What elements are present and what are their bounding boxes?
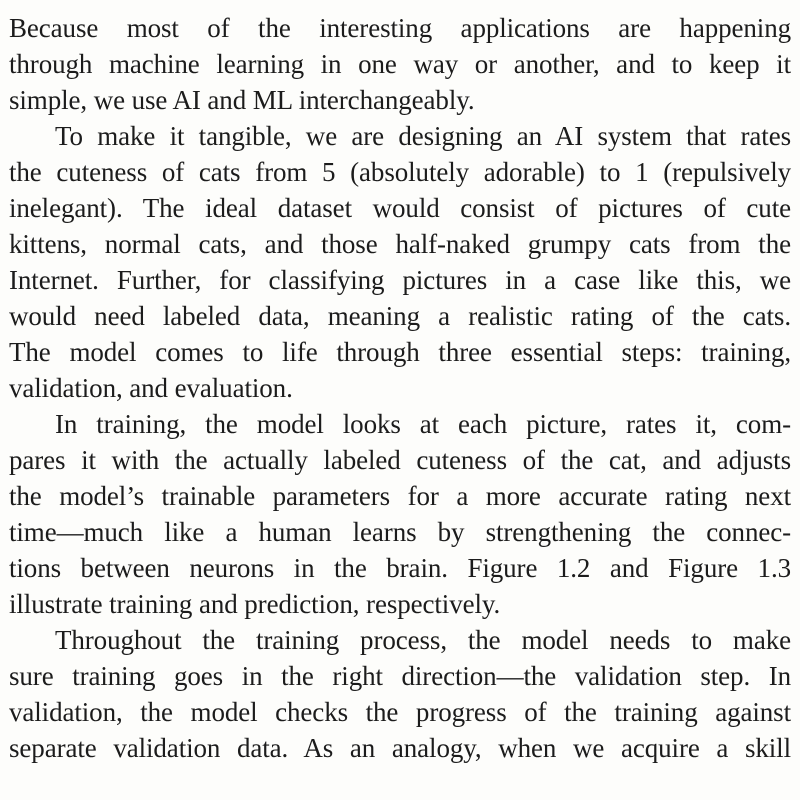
- text-line: time—much like a human learns by strengthening the connec-: [9, 517, 791, 547]
- text-line: sure training goes in the right direction—the validation step. In: [9, 661, 791, 691]
- text-line: through machine learning in one way or another, and to keep it: [9, 49, 791, 79]
- text-line: inelegant). The ideal dataset would consist of pictures of cute: [9, 193, 791, 223]
- text-line: would need labeled data, meaning a realistic rating of the cats.: [9, 301, 791, 331]
- text-line: simple, we use AI and ML interchangeably.: [9, 85, 475, 115]
- text-line: Because most of the interesting applications are happening: [9, 13, 791, 43]
- text-line: In training, the model looks at each picture, rates it, com-: [55, 409, 791, 439]
- text-line: validation, and evaluation.: [9, 373, 293, 403]
- text-line: Throughout the training process, the model needs to make: [55, 625, 791, 655]
- text-line: The model comes to life through three essential steps: training,: [9, 337, 791, 367]
- text-line: pares it with the actually labeled cuteness of the cat, and adjusts: [9, 445, 791, 475]
- text-line: illustrate training and prediction, respectively.: [9, 589, 501, 619]
- text-line: the model’s trainable parameters for a more accurate rating next: [9, 481, 791, 511]
- text-line: separate validation data. As an analogy, when we acquire a skill: [9, 733, 791, 763]
- text-line: kittens, normal cats, and those half-naked grumpy cats from the: [9, 229, 791, 259]
- text-line: tions between neurons in the brain. Figure 1.2 and Figure 1.3: [9, 553, 791, 583]
- text-line: Internet. Further, for classifying pictures in a case like this, we: [9, 265, 791, 295]
- text-line: validation, the model checks the progress of the training against: [9, 697, 791, 727]
- text-line: To make it tangible, we are designing an AI system that rates: [55, 121, 791, 151]
- text-line: the cuteness of cats from 5 (absolutely adorable) to 1 (repulsively: [9, 157, 791, 187]
